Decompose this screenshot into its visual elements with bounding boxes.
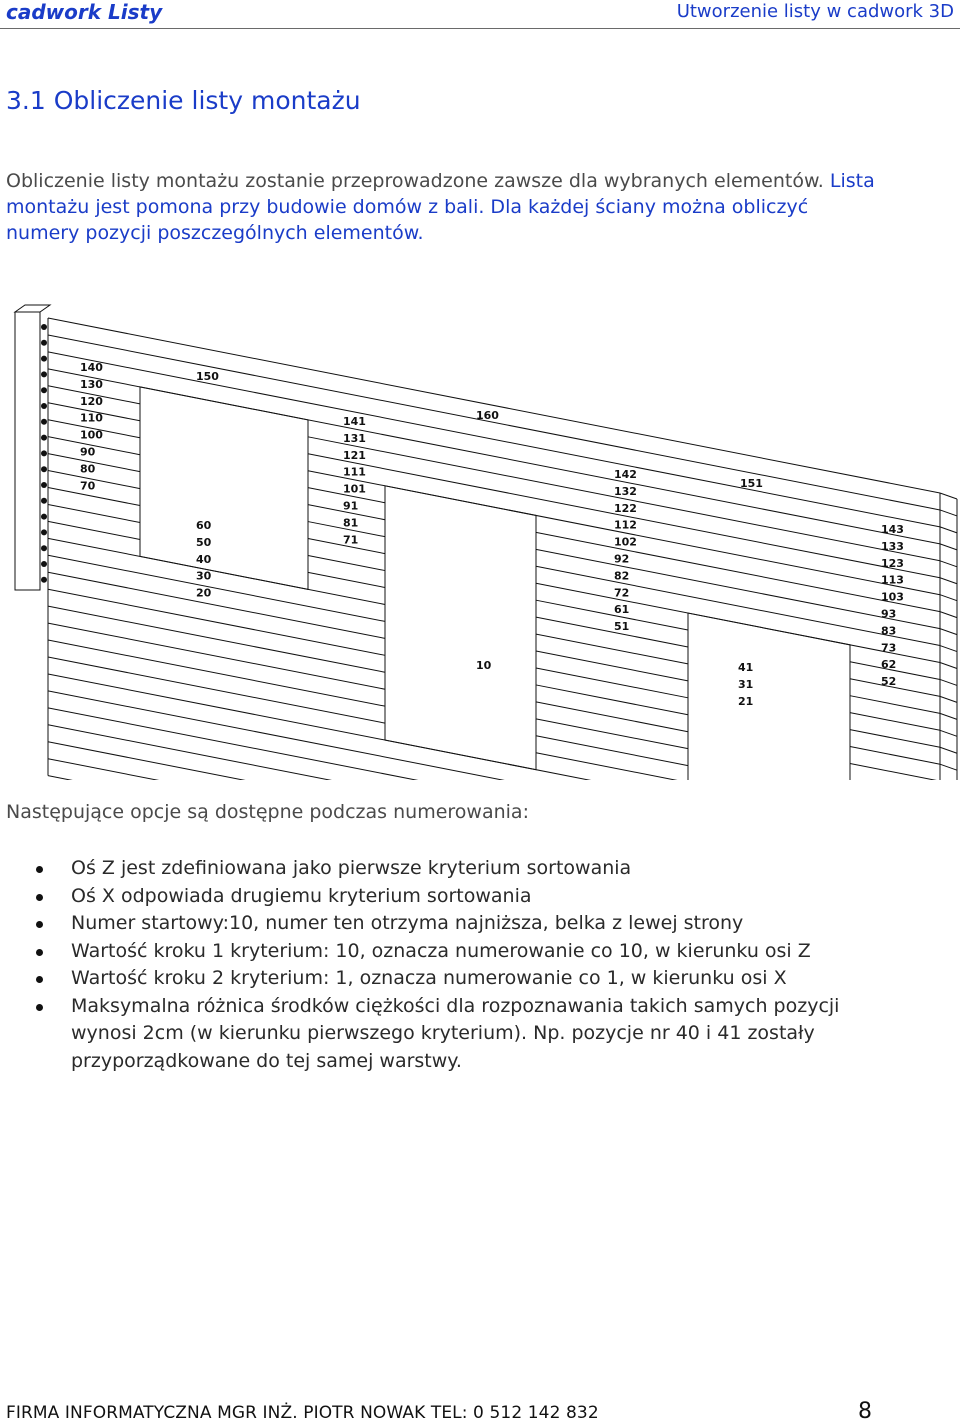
position-number-label: 142 xyxy=(614,468,637,481)
log-wall-figure xyxy=(0,300,960,780)
log-edge-line xyxy=(48,606,385,672)
log-edge-line xyxy=(48,569,385,638)
log-edge-line xyxy=(308,572,385,587)
log-notch xyxy=(41,356,47,362)
log-end-edge xyxy=(940,561,957,567)
position-number-label: 111 xyxy=(343,465,366,479)
log-notch xyxy=(41,435,47,441)
position-number-label: 91 xyxy=(343,499,359,513)
log-edge-line xyxy=(850,730,940,748)
position-number-label: 150 xyxy=(196,370,219,383)
log-notch xyxy=(41,545,47,551)
position-number-label: 20 xyxy=(196,586,212,600)
position-number-label: 151 xyxy=(740,477,763,490)
window-opening xyxy=(140,387,308,589)
log-edge-line xyxy=(48,335,940,510)
log-edge-line xyxy=(536,736,688,766)
position-number-label: 21 xyxy=(738,694,754,708)
position-number-label: 40 xyxy=(196,552,212,566)
log-edge-line xyxy=(48,521,140,539)
log-edge-line xyxy=(850,763,940,780)
position-number-label: 131 xyxy=(343,431,366,445)
log-edge-line xyxy=(48,504,140,522)
page-number: 8 xyxy=(858,1399,872,1424)
log-end-edge xyxy=(940,646,957,652)
log-end-edge xyxy=(940,629,957,635)
intro-line-2: montażu jest pomona przy budowie domów z bali. Dla każdej ściany można obliczyć xyxy=(6,196,809,218)
log-end-edge xyxy=(940,679,957,685)
wall-geometry xyxy=(15,305,957,780)
log-end-edge xyxy=(940,510,957,516)
log-edge-line xyxy=(536,668,688,698)
position-number-label: 62 xyxy=(881,658,897,672)
position-number-label: 100 xyxy=(80,428,103,442)
option-text: wynosi 2cm (w kierunku pierwszego kryterium). Np. pozycje nr 40 i 41 zostały xyxy=(71,1022,815,1044)
log-edge-line xyxy=(536,634,688,664)
position-number-label: 60 xyxy=(196,519,212,532)
intro-line-1-b: Lista xyxy=(829,170,875,192)
bullet-icon xyxy=(36,949,43,956)
window-opening xyxy=(385,486,536,770)
log-edge-line xyxy=(536,549,940,628)
log-edge-line xyxy=(850,747,940,765)
option-text: Wartość kroku 2 kryterium: 1, oznacza numerowanie co 1, w kierunku osi X xyxy=(71,967,787,989)
position-number-label: 31 xyxy=(738,677,754,691)
option-text: Numer startowy:10, numer ten otrzyma najniższa, belka z lewej strony xyxy=(71,912,744,934)
footer-company: FIRMA INFORMATYCZNA MGR INŻ. PIOTR NOWAK TEL: 0 512 142 832 xyxy=(6,1403,599,1423)
log-end-edge xyxy=(940,595,957,601)
log-notch xyxy=(41,514,47,520)
log-end-edge xyxy=(940,730,957,736)
log-edge-line xyxy=(48,623,385,689)
log-edge-line xyxy=(536,532,940,611)
log-edge-line xyxy=(536,753,688,780)
log-end-edge xyxy=(940,747,957,753)
position-number-label: 160 xyxy=(476,409,499,422)
bullet-icon xyxy=(36,1004,43,1011)
log-notch xyxy=(41,466,47,472)
log-end-edge xyxy=(940,696,957,702)
option-text: Oś X odpowiada drugiemu kryterium sortowania xyxy=(71,884,532,907)
log-edge-line xyxy=(536,566,940,645)
log-end-edge xyxy=(940,578,957,584)
header-app-title: cadwork Listy xyxy=(6,0,163,24)
option-item xyxy=(0,883,940,911)
log-notch xyxy=(41,371,47,377)
log-edge-line xyxy=(48,657,385,723)
log-end-edge xyxy=(940,713,957,719)
corner-post-top xyxy=(15,305,50,312)
intro-line-1-a: Obliczenie listy montażu zostanie przeprowadzone zawsze dla wybranych elementów. xyxy=(6,170,824,192)
log-notch xyxy=(41,324,47,330)
position-number-label: 110 xyxy=(80,411,103,425)
position-number-label: 141 xyxy=(343,415,366,428)
position-number-label: 10 xyxy=(476,659,492,672)
log-edge-line xyxy=(48,640,385,706)
position-number-label: 123 xyxy=(881,556,904,570)
log-notch xyxy=(41,419,47,425)
option-text: Maksymalna różnica środków ciężkości dla rozpoznawania takich samych pozycji xyxy=(71,994,840,1017)
log-edge-line xyxy=(536,600,688,630)
log-edge-line xyxy=(536,651,688,681)
position-number-label: 101 xyxy=(343,482,366,496)
bullet-icon xyxy=(36,921,43,928)
log-end-edge xyxy=(940,663,957,669)
option-item xyxy=(0,965,940,993)
position-number-label: 80 xyxy=(80,462,96,476)
log-edge-line xyxy=(850,696,940,714)
options-title: Następujące opcje są dostępne podczas numerowania: xyxy=(6,801,529,823)
log-edge-line xyxy=(48,708,940,780)
log-edge-line xyxy=(850,713,940,731)
corner-post xyxy=(15,312,40,590)
option-item xyxy=(0,938,940,966)
window-opening xyxy=(688,613,850,780)
position-number-label: 61 xyxy=(614,603,630,617)
log-end-edge xyxy=(940,527,957,533)
log-edge-line xyxy=(308,555,385,570)
position-number-label: 82 xyxy=(614,569,630,583)
log-notch xyxy=(41,498,47,504)
log-notch xyxy=(41,340,47,346)
option-item xyxy=(0,855,940,883)
wall-labels xyxy=(80,361,904,708)
log-edge-line xyxy=(48,586,385,655)
position-number-label: 93 xyxy=(881,607,897,621)
log-notch xyxy=(41,529,47,535)
log-edge-line xyxy=(48,725,940,780)
log-end-edge xyxy=(940,544,957,550)
position-number-label: 133 xyxy=(881,539,904,553)
position-number-label: 41 xyxy=(738,661,754,674)
position-number-label: 122 xyxy=(614,501,637,515)
intro-paragraph xyxy=(6,168,956,246)
log-end-edge xyxy=(940,493,957,499)
log-edge-line xyxy=(48,552,385,621)
position-number-label: 81 xyxy=(343,516,359,530)
log-notch xyxy=(41,561,47,567)
position-number-label: 72 xyxy=(614,586,630,600)
section-title: 3.1 Obliczenie listy montażu xyxy=(6,86,361,115)
position-number-label: 73 xyxy=(881,641,897,655)
log-notch xyxy=(41,403,47,409)
log-edge-line xyxy=(536,702,688,732)
bullet-icon xyxy=(36,976,43,983)
log-notch xyxy=(41,387,47,393)
position-number-label: 90 xyxy=(80,445,96,459)
log-notch xyxy=(41,450,47,456)
log-end-edge xyxy=(940,764,957,770)
intro-line-3: numery pozycji poszczególnych elementów. xyxy=(6,222,424,244)
log-edge-line xyxy=(48,742,940,780)
position-number-label: 83 xyxy=(881,624,897,638)
position-number-label: 92 xyxy=(614,552,630,566)
position-number-label: 113 xyxy=(881,573,904,587)
option-item xyxy=(0,910,940,938)
option-text: przyporządkowane do tej samej warstwy. xyxy=(71,1049,462,1072)
position-number-label: 71 xyxy=(343,533,359,547)
position-number-label: 70 xyxy=(80,479,96,493)
log-edge-line xyxy=(536,719,688,749)
option-item xyxy=(0,993,940,1076)
position-number-label: 50 xyxy=(196,535,212,549)
position-number-label: 132 xyxy=(614,484,637,498)
options-list xyxy=(0,855,940,1075)
header-divider xyxy=(0,28,960,29)
bullet-icon xyxy=(36,866,43,873)
position-number-label: 112 xyxy=(614,518,637,532)
log-edge-line xyxy=(536,617,688,647)
log-notch xyxy=(41,577,47,583)
bullet-icon xyxy=(36,894,43,901)
option-text: Oś Z jest zdefiniowana jako pierwsze kryterium sortowania xyxy=(71,857,632,879)
position-number-label: 103 xyxy=(881,590,904,604)
position-number-label: 121 xyxy=(343,448,366,462)
log-edge-line xyxy=(48,691,688,780)
intro-line-1 xyxy=(6,168,956,194)
position-number-label: 30 xyxy=(196,569,212,583)
position-number-label: 143 xyxy=(881,523,904,536)
log-edge-line xyxy=(536,685,688,715)
log-end-edge xyxy=(940,612,957,618)
position-number-label: 130 xyxy=(80,377,103,391)
header-chapter-title: Utworzenie listy w cadwork 3D xyxy=(676,1,954,22)
log-edge-line xyxy=(48,776,940,780)
position-number-label: 51 xyxy=(614,620,630,634)
position-number-label: 52 xyxy=(881,675,897,689)
log-edge-line xyxy=(48,318,940,493)
position-number-label: 102 xyxy=(614,535,637,549)
position-number-label: 120 xyxy=(80,394,103,408)
position-number-label: 140 xyxy=(80,361,103,374)
log-notch xyxy=(41,482,47,488)
option-text: Wartość kroku 1 kryterium: 10, oznacza numerowanie co 10, w kierunku osi Z xyxy=(71,939,811,962)
